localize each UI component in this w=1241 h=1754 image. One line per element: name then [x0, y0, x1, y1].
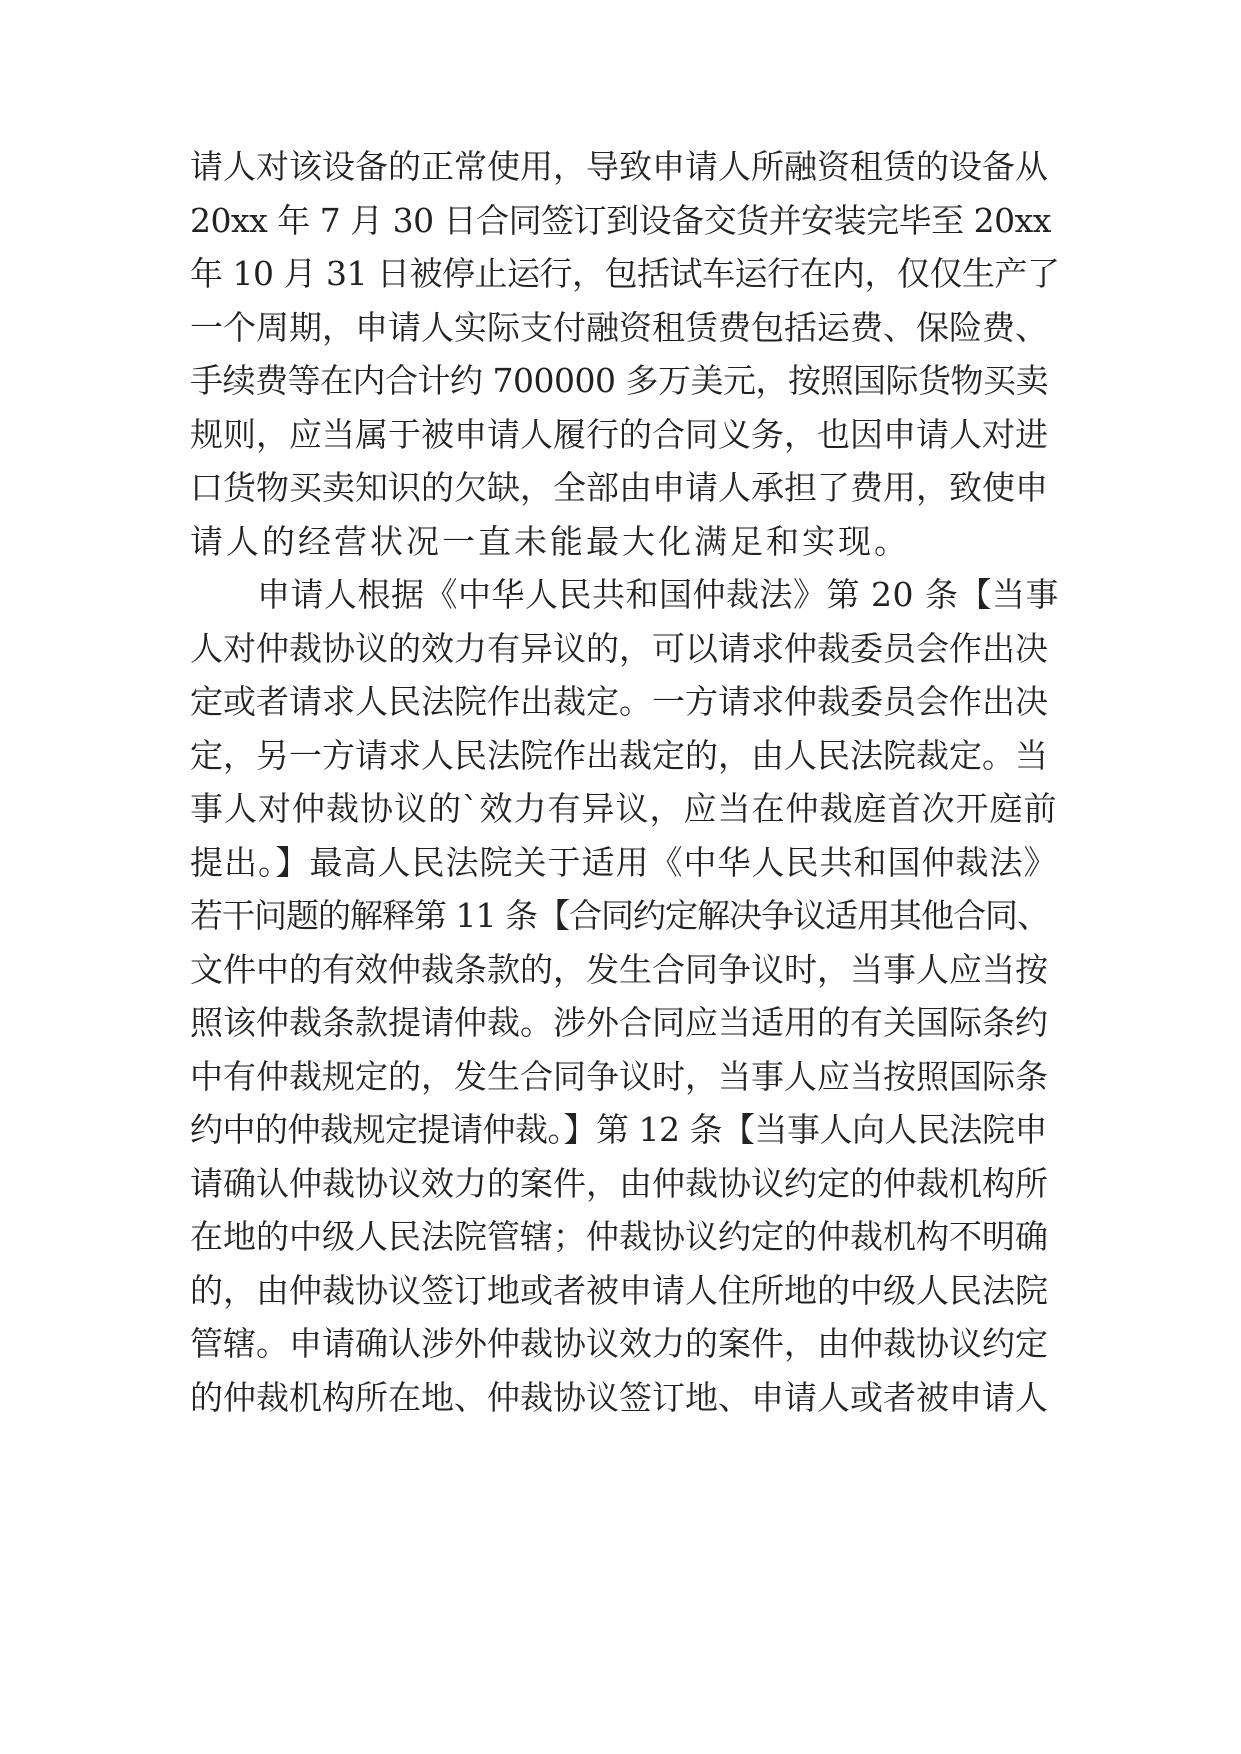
text-line: 年 10 月 31 日被停止运行，包括试车运行在内，仅仅生产了 — [190, 254, 1060, 293]
text-line: 在地的中级人民法院管辖；仲裁协议约定的仲裁机构不明确 — [190, 1217, 1048, 1256]
text-line: 定或者请求人民法院作出裁定。一方请求仲裁委员会作出决 — [190, 682, 1048, 721]
text-line: 照该仲裁条款提请仲裁。涉外合同应当适用的有关国际条约 — [190, 1003, 1048, 1042]
text-line: 请人的经营状况一直未能最大化满足和实现。 — [190, 522, 910, 561]
text-line: 人对仲裁协议的效力有异议的，可以请求仲裁委员会作出决 — [190, 629, 1048, 668]
text-line: 的，由仲裁协议签订地或者被申请人住所地的中级人民法院 — [190, 1271, 1048, 1310]
text-line: 中有仲裁规定的，发生合同争议时，当事人应当按照国际条 — [190, 1057, 1048, 1096]
text-line: 管辖。申请确认涉外仲裁协议效力的案件，由仲裁协议约定 — [190, 1324, 1048, 1363]
paragraph-first-line: 申请人根据《中华人民共和国仲裁法》第 20 条【当事 — [257, 575, 1059, 614]
text-line: 请确认仲裁协议效力的案件，由仲裁协议约定的仲裁机构所 — [190, 1164, 1048, 1203]
text-line: 约中的仲裁规定提请仲裁。】第 12 条【当事人向人民法院申 — [190, 1110, 1047, 1149]
text-line: 规则，应当属于被申请人履行的合同义务，也因申请人对进 — [190, 415, 1048, 454]
text-line: 手续费等在内合计约 700000 多万美元，按照国际货物买卖 — [190, 361, 1048, 400]
text-line: 事人对仲裁协议的`效力有异议，应当在仲裁庭首次开庭前 — [190, 789, 1058, 828]
text-line: 若干问题的解释第 11 条【合同约定解决争议适用其他合同、 — [190, 896, 1049, 935]
text-line: 的仲裁机构所在地、仲裁协议签订地、申请人或者被申请人 — [190, 1378, 1048, 1417]
text-line: 定，另一方请求人民法院作出裁定的，由人民法院裁定。当 — [190, 736, 1048, 775]
text-line: 一个周期，申请人实际支付融资租赁费包括运费、保险费、 — [190, 308, 1048, 347]
text-line: 提出。】最高人民法院关于适用《中华人民共和国仲裁法》 — [190, 843, 1058, 882]
text-line: 请人对该设备的正常使用，导致申请人所融资租赁的设备从 — [190, 147, 1048, 186]
text-line: 口货物买卖知识的欠缺，全部由申请人承担了费用，致使申 — [190, 468, 1048, 507]
text-line: 20xx 年 7 月 30 日合同签订到设备交货并安装完毕至 20xx — [190, 201, 1051, 240]
text-line: 文件中的有效仲裁条款的，发生合同争议时，当事人应当按 — [190, 950, 1048, 989]
